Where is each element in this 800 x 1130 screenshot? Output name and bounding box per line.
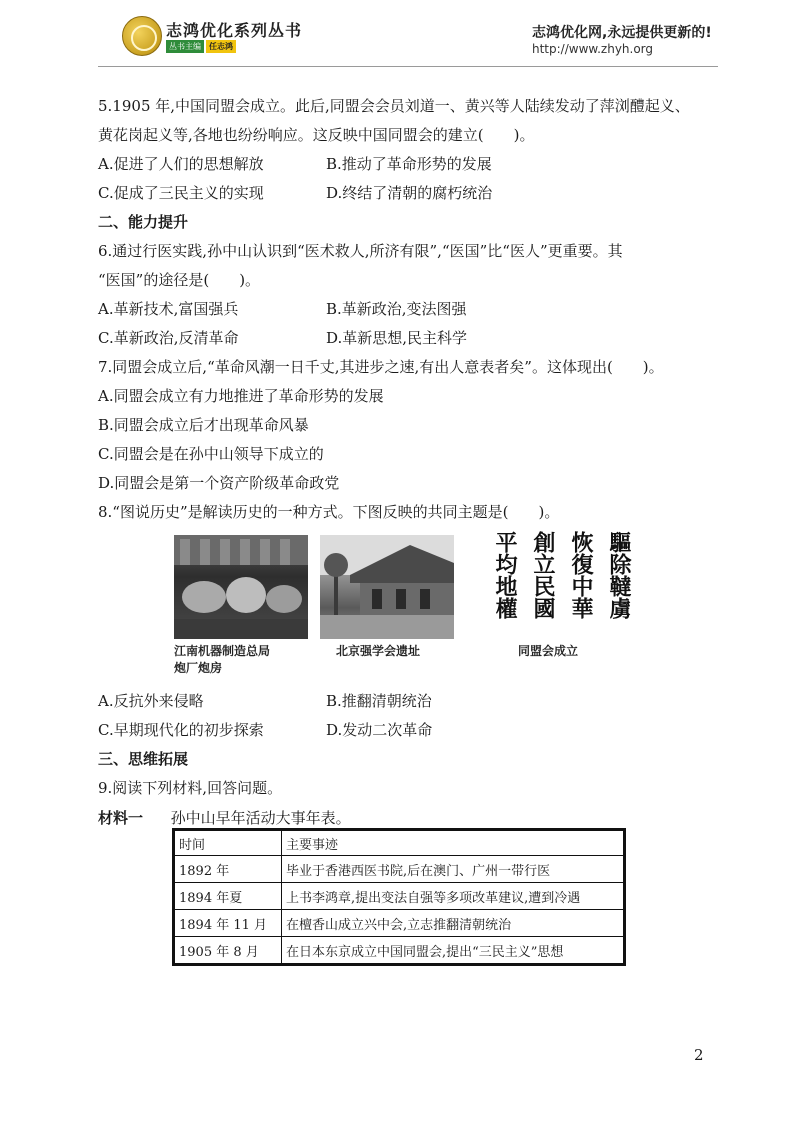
q6-option-d: D.革新思想,民主科学 — [326, 329, 468, 347]
caption-arsenal — [174, 643, 314, 677]
table-cell-time: 1892 年 — [174, 856, 282, 883]
header-divider — [98, 66, 718, 67]
calligraphy-col-1: 驅除韃虜 — [606, 531, 632, 619]
q8-option-a: A.反抗外来侵略 — [98, 692, 204, 710]
arsenal-photo — [174, 535, 308, 639]
page-header — [0, 0, 800, 70]
brand-title: 志鸿优化系列丛书 — [166, 21, 303, 40]
q5-option-c: C.促成了三民主义的实现 — [98, 184, 264, 202]
q6-options-row1 — [98, 295, 718, 324]
q6-options-row2 — [98, 324, 718, 353]
material-text: 孙中山早年活动大事年表。 — [170, 809, 351, 827]
calligraphy-slogan — [492, 531, 632, 639]
q5-stem-line1: 5.1905 年,中国同盟会成立。此后,同盟会会员刘道一、黄兴等人陆续发动了萍浏醴起义、 — [98, 97, 690, 115]
q7-option-a: A.同盟会成立有力地推进了革命形势的发展 — [98, 387, 384, 405]
q8-option-c: C.早期现代化的初步探索 — [98, 721, 264, 739]
table-cell-event: 在檀香山成立兴中会,立志推翻清朝统治 — [282, 910, 625, 937]
q7-option-c: C.同盟会是在孙中山领导下成立的 — [98, 445, 324, 463]
q5-option-a: A.促进了人们的思想解放 — [98, 155, 264, 173]
q8-stem: 8.“图说历史”是解读历史的一种方式。下图反映的共同主题是( )。 — [98, 503, 560, 521]
brand-tags — [166, 40, 236, 53]
q6-option-b: B.革新政治,变法图强 — [326, 300, 467, 318]
caption-tongmenghui: 同盟会成立 — [518, 644, 579, 658]
q8-options-row1 — [98, 687, 718, 716]
page-number: 2 — [694, 1046, 704, 1064]
q7-stem: 7.同盟会成立后,“革命风潮一日千丈,其进步之速,有出人意表者矣”。这体现出( )。 — [98, 358, 664, 376]
editor-tag: 丛书主编 — [166, 40, 204, 53]
q7-option-d: D.同盟会是第一个资产阶级革命政党 — [98, 474, 340, 492]
q8-options-row2 — [98, 716, 718, 745]
q5-option-d: D.终结了清朝的腐朽统治 — [326, 184, 493, 202]
q8-figures — [98, 531, 718, 687]
q6-option-a: A.革新技术,富国强兵 — [98, 300, 239, 318]
caption-arsenal-line2: 炮厂炮房 — [174, 661, 223, 675]
logo-icon — [122, 16, 162, 56]
table-cell-time: 1905 年 8 月 — [174, 937, 282, 965]
site-url[interactable]: http://www.zhyh.org — [532, 42, 654, 56]
q8-option-b: B.推翻清朝统治 — [326, 692, 432, 710]
table-cell-event: 毕业于香港西医书院,后在澳门、广州一带行医 — [282, 856, 625, 883]
calligraphy-col-2: 恢復中華 — [568, 531, 594, 619]
q6-stem-line1: 6.通过行医实践,孙中山认识到“医术救人,所济有限”,“医国”比“医人”更重要。其 — [98, 242, 623, 260]
material-label: 材料一 — [98, 809, 144, 827]
table-row — [174, 910, 625, 937]
q8-option-d: D.发动二次革命 — [326, 721, 433, 739]
table-row — [174, 856, 625, 883]
site-slogan: 志鸿优化网,永远提供更新的! — [532, 25, 712, 41]
q6-option-c: C.革新政治,反清革命 — [98, 329, 239, 347]
caption-qiangxuehui: 北京强学会遗址 — [336, 644, 421, 658]
events-table — [172, 828, 626, 966]
page-content — [98, 92, 718, 833]
table-row — [174, 883, 625, 910]
qiangxuehui-photo — [320, 535, 454, 639]
q5-options-row2 — [98, 179, 718, 208]
section-heading-3: 三、思维拓展 — [98, 750, 189, 768]
table-header-time: 时间 — [174, 830, 282, 856]
calligraphy-col-4: 平均地權 — [492, 531, 518, 619]
q5-option-b: B.推动了革命形势的发展 — [326, 155, 492, 173]
q5-options-row1 — [98, 150, 718, 179]
table-cell-time: 1894 年 11 月 — [174, 910, 282, 937]
calligraphy-col-3: 創立民國 — [530, 531, 556, 619]
table-header-events: 主要事迹 — [282, 830, 625, 856]
table-cell-event: 在日本东京成立中国同盟会,提出“三民主义”思想 — [282, 937, 625, 965]
section-heading-2: 二、能力提升 — [98, 213, 189, 231]
table-row — [174, 937, 625, 965]
table-cell-time: 1894 年夏 — [174, 883, 282, 910]
caption-arsenal-line1: 江南机器制造总局 — [174, 644, 271, 658]
q5-stem-line2: 黄花岗起义等,各地也纷纷响应。这反映中国同盟会的建立( )。 — [98, 126, 535, 144]
table-cell-event: 上书李鸿章,提出变法自强等多项改革建议,遭到冷遇 — [282, 883, 625, 910]
q9-stem: 9.阅读下列材料,回答问题。 — [98, 779, 283, 797]
q6-stem-line2: “医国”的途径是( )。 — [98, 271, 261, 289]
editor-name-tag: 任志鸿 — [206, 40, 236, 53]
q7-option-b: B.同盟会成立后才出现革命风暴 — [98, 416, 309, 434]
table-header-row — [174, 830, 625, 856]
